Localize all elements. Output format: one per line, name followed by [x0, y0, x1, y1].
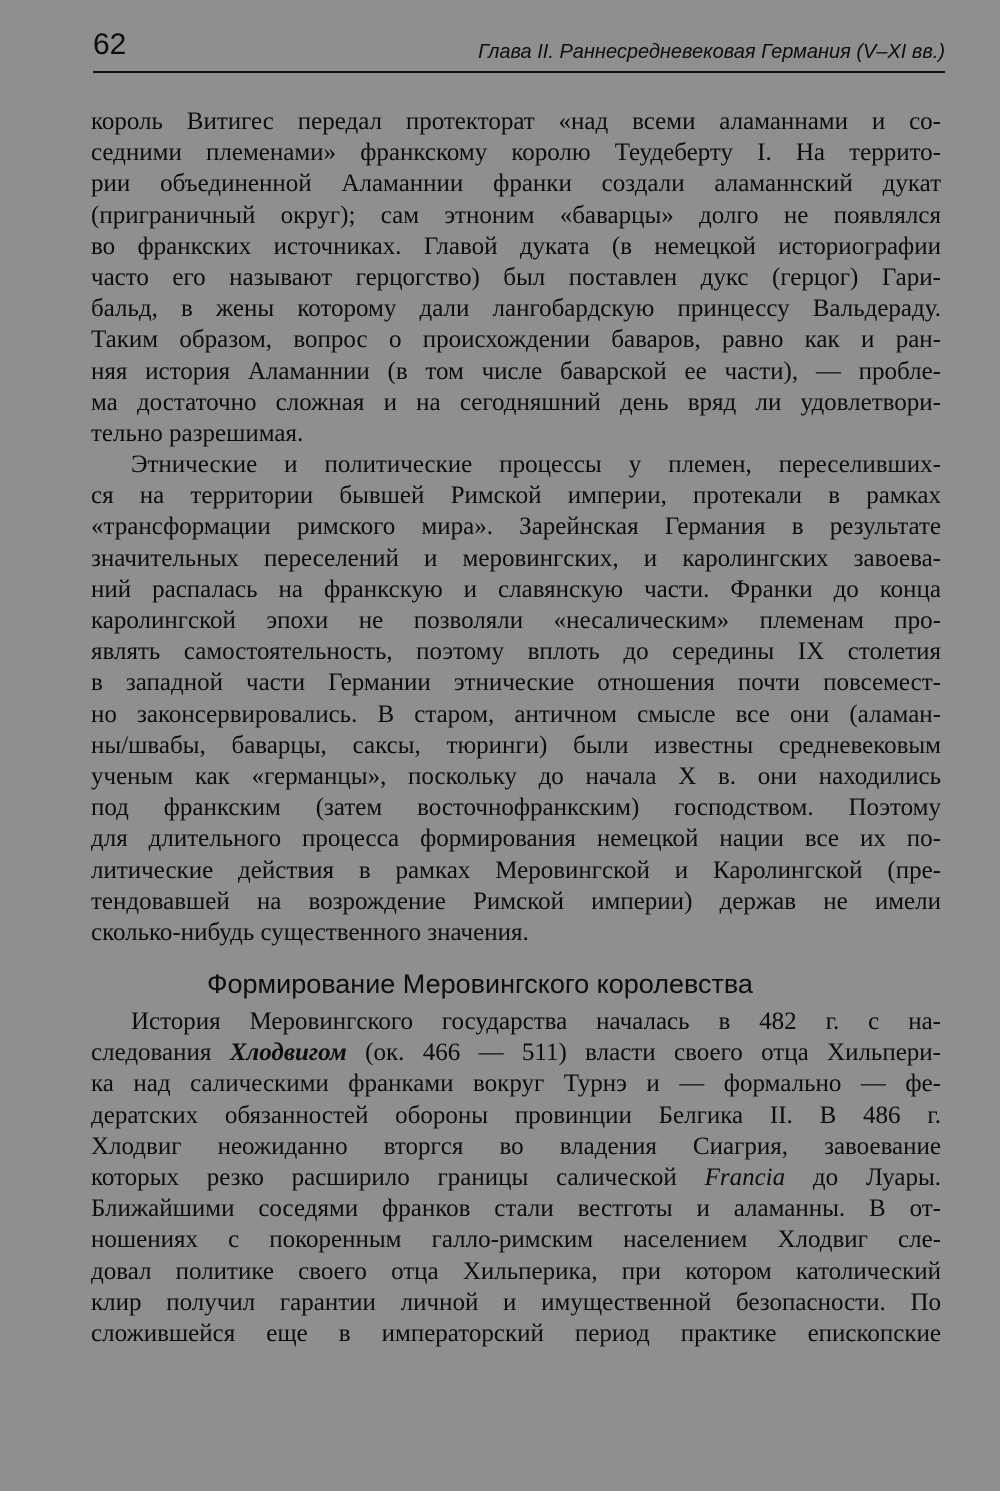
text-line: ний распалась на франкскую и славянскую части. Франки до конца — [91, 575, 941, 603]
running-head: Глава II. Раннесредневековая Германия (V–XI вв.) — [478, 41, 945, 63]
emphasized-name: Хлодвигом — [229, 1039, 347, 1067]
text-line: довал политике своего отца Хильперика, при котором католический — [91, 1257, 941, 1285]
page-header — [93, 26, 945, 73]
text-line: клир получил гарантии личной и имущественной безопасности. По — [91, 1288, 941, 1316]
text-line: в западной части Германии этнические отношения почти повсемест- — [91, 669, 941, 697]
text-line: дератских обязанностей обороны провинции Белгика II. В 486 г. — [91, 1101, 941, 1129]
text-line: но законсервировались. В старом, античном смысле все они (аламан- — [91, 700, 941, 728]
text-line: «трансформации римского мира». Зарейнская Германия в результате — [91, 513, 941, 541]
text-line: рии объединенной Аламаннии франки создали аламаннский дукат — [91, 170, 941, 198]
text-line: король Витигес передал протекторат «над всеми аламаннами и со- — [91, 108, 941, 135]
text-line: бальд, в жены которому дали лангобардскую принцессу Вальдераду. — [91, 295, 941, 323]
text-line: во франкских источниках. Главой дуката (в немецкой историографии — [91, 232, 941, 260]
text-line: тендовавшей на возрождение Римской империи) держав не имели — [91, 887, 941, 915]
emphasized-term: Francia — [704, 1164, 786, 1191]
text-line — [91, 1037, 941, 1068]
page-number: 62 — [93, 28, 127, 61]
text-line — [91, 1162, 941, 1193]
text-line: ученым как «германцы», поскольку до начала X в. они находились — [91, 762, 941, 790]
text-fragment: которых резко расширило границы салической — [91, 1164, 705, 1191]
section-heading: Формирование Меровингского королевства — [207, 969, 753, 1000]
body-text — [91, 106, 941, 1349]
text-line: сколько-нибудь существенного значения. — [91, 918, 529, 946]
text-line: ношениях с покоренным галло-римским населением Хлодвиг сле- — [91, 1226, 941, 1254]
text-line: значительных переселений и меровингских, и каролингских завоева- — [91, 544, 941, 572]
text-line: История Меровингского государства началась в 482 г. с на- — [131, 1008, 941, 1036]
text-line: сложившейся еще в императорский период практике епископские — [91, 1319, 941, 1347]
text-fragment: следования — [91, 1039, 230, 1067]
text-line: тельно разрешимая. — [91, 419, 304, 447]
text-line: седними племенами» франкскому королю Теудеберту I. На террито- — [91, 139, 941, 167]
text-line: часто его называют герцогство) был поставлен дукс (герцог) Гари- — [91, 263, 941, 291]
text-line: для длительного процесса формирования немецкой нации все их по- — [91, 825, 941, 853]
text-line: Хлодвиг неожиданно вторгся во владения Сиагрия, завоевание — [91, 1132, 941, 1160]
text-line: под франкским (затем восточнофранкским) господством. Поэтому — [91, 794, 941, 822]
text-line: литические действия в рамках Меровингской и Каролингской (пре- — [91, 856, 941, 884]
text-line: ся на территории бывшей Римской империи, протекали в рамках — [91, 482, 941, 510]
text-line: Этнические и политические процессы у племен, переселивших- — [131, 451, 941, 479]
text-line: ка над салическими франками вокруг Турнэ и — формально — фе- — [91, 1070, 941, 1098]
text-fragment: (ок. 466 — 511) власти своего отца Хильпери- — [346, 1039, 942, 1067]
text-line: няя история Аламаннии (в том числе баварской ее части), — пробле- — [91, 357, 941, 385]
text-line: Таким образом, вопрос о происхождении баваров, равно как и ран- — [91, 326, 941, 354]
text-line: являть самостоятельность, поэтому вплоть до середины IX столетия — [91, 638, 941, 666]
text-fragment: до Луары. — [785, 1164, 941, 1191]
text-line: каролингской эпохи не позволяли «несалическим» племенам про- — [91, 607, 941, 634]
text-line: ма достаточно сложная и на сегодняшний день вряд ли удовлетвори- — [91, 388, 941, 416]
text-line: ны/швабы, баварцы, саксы, тюринги) были известны средневековым — [91, 731, 941, 759]
text-line: (приграничный округ); сам этноним «баварцы» долго не появлялся — [91, 201, 941, 229]
text-line: Ближайшими соседями франков стали вестготы и аламанны. В от- — [91, 1195, 941, 1223]
